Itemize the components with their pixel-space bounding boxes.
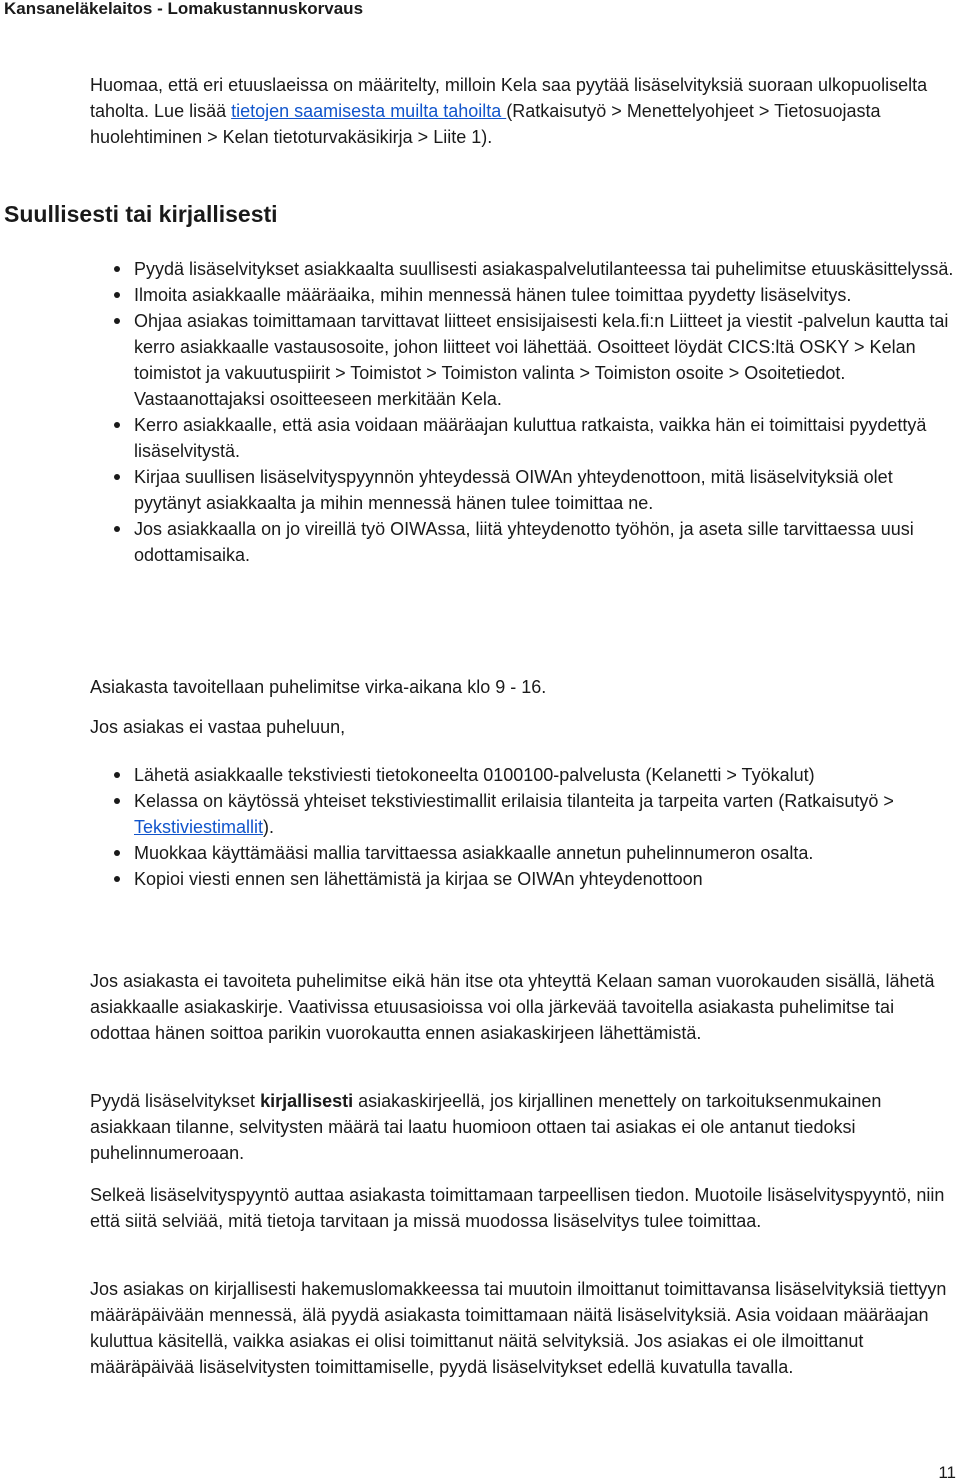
- list-item: [134, 788, 954, 840]
- intro-paragraph: [90, 72, 950, 150]
- sms-templates-text-start: Kelassa on käytössä yhteiset tekstiviestimallit erilaisia tilanteita ja tarpeita varten (Ratkaisutyö >: [134, 791, 894, 811]
- sms-instructions-list: [134, 762, 954, 892]
- running-header: Kansaneläkelaitos - Lomakustannuskorvaus: [4, 0, 364, 18]
- oral-request-list: [134, 256, 954, 568]
- list-item: Pyydä lisäselvitykset asiakkaalta suullisesti asiakaspalvelutilanteessa tai puhelimitse etuuskäsittelyssä.: [134, 256, 954, 282]
- page-number: 11: [938, 1463, 956, 1482]
- list-item: Jos asiakkaalla on jo vireillä työ OIWAssa, liitä yhteydenotto työhön, ja aseta sille tarvittaessa uusi odottamisaika.: [134, 516, 954, 568]
- list-item: Ohjaa asiakas toimittamaan tarvittavat liitteet ensisijaisesti kela.fi:n Liitteet ja viestit -palvelun kautta tai kerro asiakkaalle vastausosoite, johon liitteet voi lähettää. Osoitteet löydät CICS:ltä OSKY > Kelan toimistot ja vakuutuspiirit > Toimistot > Toimiston valinta > Toimiston osoite > Osoitetiedot. Vastaanottajaksi osoitteeseen merkitään Kela.: [134, 308, 954, 412]
- data-sources-link[interactable]: tietojen saamisesta muilta tahoilta: [231, 101, 507, 121]
- sms-templates-text-end: ).: [263, 817, 275, 837]
- intro-text-start: Huomaa, että eri etuuslaeissa on määritelty, milloin Kela saa pyytää lisäselvityksiä suoraan ulkopuoliselta taholta. Lue lisää: [90, 75, 928, 121]
- customer-letter-paragraph: Jos asiakasta ei tavoiteta puhelimitse eikä hän itse ota yhteyttä Kelaan saman vuorokauden sisällä, lähetä asiakkaalle asiakaskirje. Vaativissa etuusasioissa voi olla järkevää tavoitella asiakasta puhelimitse tai odottaa hänen soittoa parikin vuorokautta ennen asiakaskirjeen lähettämistä.: [90, 971, 935, 1043]
- list-item: Lähetä asiakkaalle tekstiviesti tietokoneelta 0100100-palvelusta (Kelanetti > Työkalut): [134, 762, 954, 788]
- sms-templates-link[interactable]: Tekstiviestimallit: [134, 817, 264, 837]
- no-answer-paragraph: Jos asiakas ei vastaa puheluun,: [90, 717, 346, 737]
- intro-text-end: (Ratkaisutyö > Menettelyohjeet > Tietosuojasta huolehtiminen > Kelan tietoturvakäsikirja > Liite 1).: [90, 101, 881, 147]
- clear-request-paragraph: Selkeä lisäselvityspyyntö auttaa asiakasta toimittamaan tarpeellisen tiedon. Muotoile lisäselvityspyyntö, niin että siitä selviää, mitä tietoja tarvitaan ja missä muodossa lisäselvitys tulee toimittaa.: [90, 1185, 945, 1231]
- written-request-emphasis: kirjallisesti: [260, 1091, 354, 1111]
- list-item: Kirjaa suullisen lisäselvityspyynnön yhteydessä OIWAn yhteydenottoon, mitä lisäselvityksiä olet pyytänyt asiakkaalta ja mihin mennessä hänen tulee toimittaa ne.: [134, 464, 954, 516]
- list-item: Kopioi viesti ennen sen lähettämistä ja kirjaa se OIWAn yhteydenottoon: [134, 866, 954, 892]
- written-request-text-start: Pyydä lisäselvitykset: [90, 1091, 261, 1111]
- phone-hours-paragraph: Asiakasta tavoitellaan puhelimitse virka-aikana klo 9 - 16.: [90, 677, 547, 697]
- list-item: Ilmoita asiakkaalle määräaika, mihin mennessä hänen tulee toimittaa pyydetty lisäselvitys.: [134, 282, 954, 308]
- written-request-text-end: asiakaskirjeellä, jos kirjallinen menettely on tarkoituksenmukainen asiakkaan tilanne, selvitysten määrä tai laatu huomioon ottaen tai asiakas ei ole antanut tiedoksi puhelinnumeroaan.: [90, 1091, 882, 1163]
- list-item: Kerro asiakkaalle, että asia voidaan määräajan kuluttua ratkaista, vaikka hän ei toimittaisi pyydettyä lisäselvitystä.: [134, 412, 954, 464]
- written-request-paragraph: [90, 1088, 950, 1166]
- deadline-paragraph: Jos asiakas on kirjallisesti hakemuslomakkeessa tai muutoin ilmoittanut toimittavansa lisäselvityksiä tiettyyn määräpäivään mennessä, älä pyydä asiakasta toimittamaan näitä lisäselvityksiä. Asia voidaan määräajan kuluttua käsitellä, vaikka asiakas ei olisi toimittanut näitä selvityksiä. Jos asiakas ei ole ilmoittanut määräpäivää lisäselvitysten toimittamiselle, pyydä lisäselvitykset edellä kuvatulla tavalla.: [90, 1279, 947, 1377]
- list-item: Muokkaa käyttämääsi mallia tarvittaessa asiakkaalle annetun puhelinnumeron osalta.: [134, 840, 954, 866]
- section-heading: Suullisesti tai kirjallisesti: [4, 201, 278, 227]
